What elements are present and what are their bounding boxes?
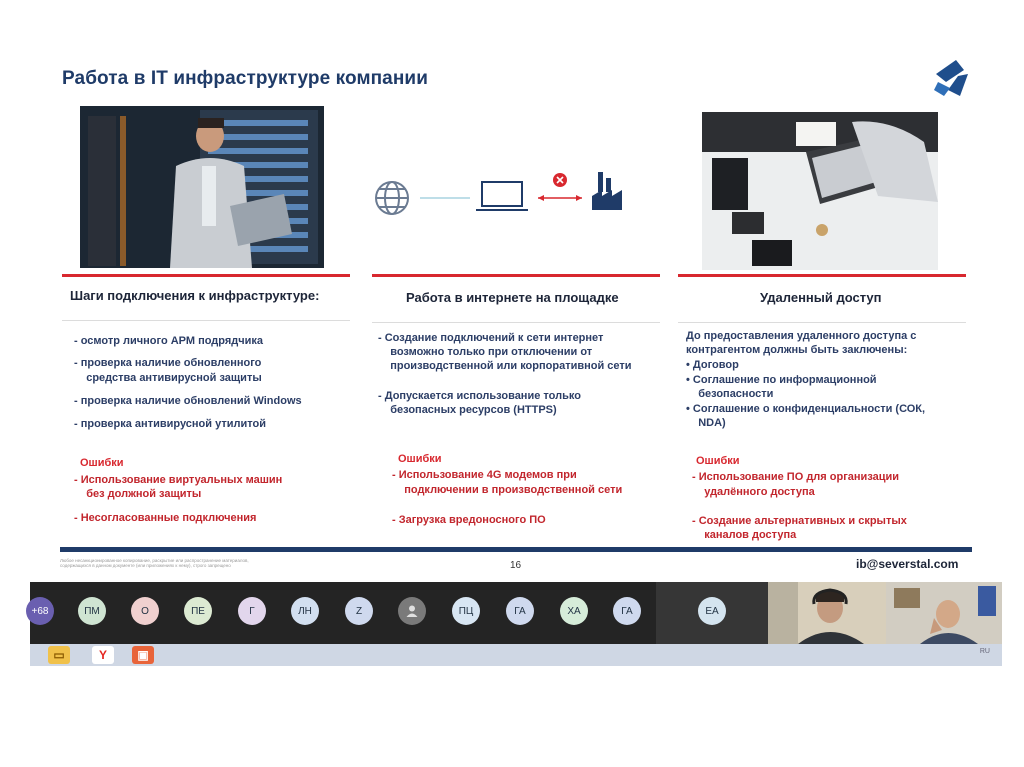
taskbar [30, 644, 1002, 666]
list-item: производственной или корпоративной сети [378, 360, 632, 372]
participants-more-button[interactable]: +68 [26, 597, 54, 625]
list-item: безопасности [686, 388, 774, 400]
user-icon [405, 604, 419, 618]
participant-video[interactable] [768, 582, 886, 644]
column-divider [62, 274, 350, 277]
folder-icon[interactable]: ▭ [48, 646, 70, 664]
factory-icon [592, 172, 622, 210]
list-item: - осмотр личного АРМ подрядчика [74, 335, 264, 347]
column-heading-steps: Шаги подключения к инфраструктуре: [70, 288, 320, 303]
list-item: • Соглашение о конфиденциальности (СОК, [686, 403, 926, 415]
slide-title: Работа в IT инфраструктуре компании [62, 68, 428, 89]
presentation-app-icon[interactable]: ▣ [132, 646, 154, 664]
list-item: - проверка наличие обновленного [74, 357, 262, 369]
network-diagram [372, 158, 652, 218]
error-item: - Создание альтернативных и скрытых [692, 515, 907, 527]
video-conference-strip [30, 582, 1002, 644]
errors-title: Ошибки [398, 453, 442, 465]
list-item: • Договор [686, 359, 739, 371]
column-heading-remote: Удаленный доступ [760, 290, 882, 305]
column-divider [372, 322, 660, 323]
participant-avatar[interactable]: ПЦ [452, 597, 480, 625]
column-divider [372, 274, 660, 277]
error-item: удалённого доступа [692, 486, 815, 498]
keyboard-layout[interactable]: RU [979, 648, 990, 655]
participant-avatar: ЕА [698, 597, 726, 625]
participant-avatar[interactable] [398, 597, 426, 625]
contact-email: ib@severstal.com [856, 557, 959, 571]
list-item: безопасных ресурсов (HTTPS) [378, 404, 557, 416]
participant-avatar[interactable]: О [131, 597, 159, 625]
severstal-logo-icon [930, 56, 974, 100]
error-item: - Использование 4G модемов при [392, 469, 577, 481]
page-number: 16 [510, 560, 522, 571]
yandex-browser-icon[interactable]: Y [92, 646, 114, 664]
footer-bar [60, 547, 972, 552]
list-item: контрагентом должны быть заключены: [686, 344, 908, 356]
participant-avatar[interactable]: ПМ [78, 597, 106, 625]
error-item: без должной защиты [74, 488, 202, 500]
error-item: каналов доступа [692, 529, 797, 541]
participant-avatar[interactable]: ЛН [291, 597, 319, 625]
list-item: - Допускается использование только [378, 390, 581, 402]
list-item: - проверка наличие обновлений Windows [74, 395, 302, 407]
errors-title: Ошибки [696, 455, 740, 467]
list-item: - Создание подключений к сети интернет [378, 332, 604, 344]
error-item: - Использование ПО для организации [692, 471, 900, 483]
participant-avatar[interactable]: ПЕ [184, 597, 212, 625]
active-speaker-tile[interactable] [656, 582, 768, 644]
list-item: средства антивирусной защиты [74, 372, 262, 384]
participant-avatar[interactable]: ХА [560, 597, 588, 625]
participant-video[interactable] [886, 582, 1002, 644]
list-item: До предоставления удаленного доступа с [686, 330, 917, 342]
list-item: возможно только при отключении от [378, 346, 593, 358]
column-divider [62, 320, 350, 321]
error-item: - Загрузка вредоносного ПО [392, 514, 546, 526]
list-item: • Соглашение по информационной [686, 374, 877, 386]
participant-avatar[interactable]: Z [345, 597, 373, 625]
column-heading-internet: Работа в интернете на площадке [406, 290, 619, 305]
error-item: - Несогласованные подключения [74, 512, 257, 524]
remote-work-photo [702, 112, 938, 270]
error-item: подключении в производственной сети [392, 484, 623, 496]
list-item: NDA) [686, 417, 726, 429]
participant-avatar[interactable]: ГА [613, 597, 641, 625]
error-item: - Использование виртуальных машин [74, 474, 283, 486]
presentation-slide [32, 50, 990, 580]
participant-avatar[interactable]: ГА [506, 597, 534, 625]
errors-title: Ошибки [80, 457, 124, 469]
column-divider [678, 274, 966, 277]
list-item: - проверка антивирусной утилитой [74, 418, 266, 430]
disclaimer-text: Любое несанкционированное копирование, раскрытие или распространение материалов, содержащихся в данном документе (или приложениях к нему), строго запрещено [60, 558, 249, 568]
column-divider [678, 322, 966, 323]
server-room-photo [80, 106, 324, 268]
laptop-icon [476, 182, 528, 210]
globe-icon [376, 182, 408, 214]
participant-avatar[interactable]: Г [238, 597, 266, 625]
